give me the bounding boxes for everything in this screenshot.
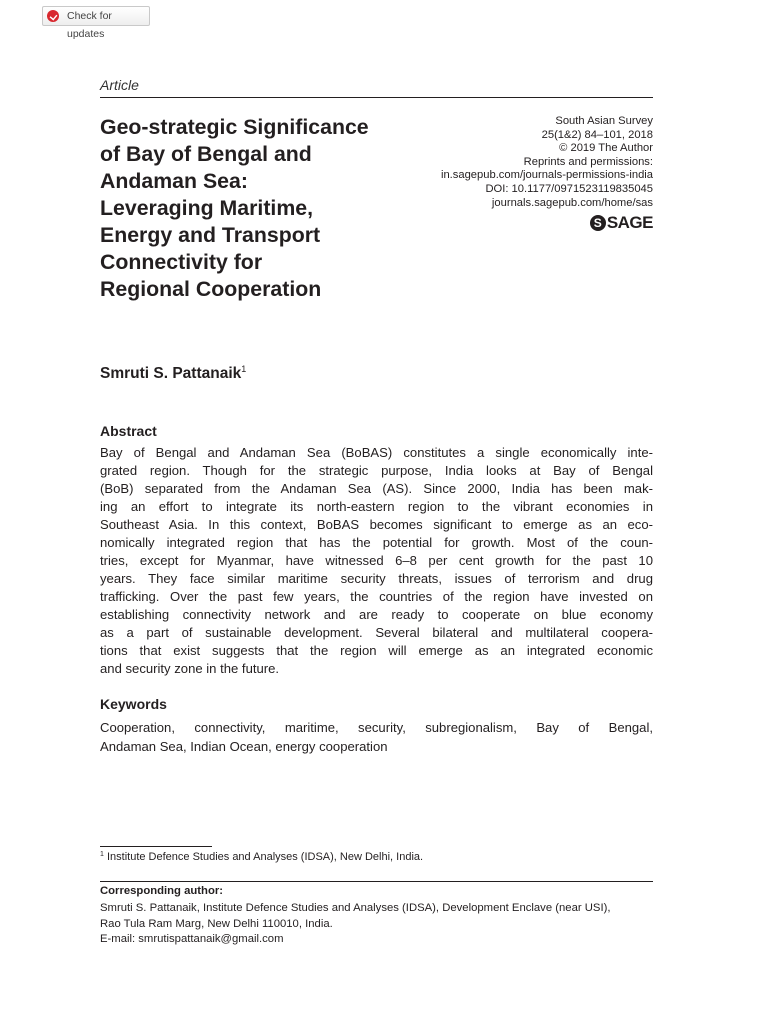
author-affiliation-mark: 1 [241,364,247,374]
corresponding-author-heading: Corresponding author: [100,885,224,897]
title-line: Energy and Transport [100,223,321,247]
journal-info [441,115,653,210]
title-line: Andaman Sea: [100,169,248,193]
author-name-text: Smruti S. Pattanaik [100,365,242,382]
journal-volume: 25(1&2) 84–101, 2018 [541,128,653,141]
check-for-updates-label: Check for updates [67,10,112,40]
author-name [100,364,246,383]
journal-homepage-link[interactable]: journals.sagepub.com/home/sas [491,196,653,209]
abstract-line: ing an effort to integrate its north-eastern region to the vibrant economies in [100,499,653,514]
abstract-line: Southeast Asia. In this context, BoBAS becomes significant to emerge as an eco- [100,517,653,532]
title-line: Geo-strategic Significance [100,115,369,139]
article-title [100,114,430,303]
corresponding-line: Rao Tula Ram Marg, New Delhi 110010, India. [100,917,333,930]
title-line: Connectivity for [100,250,263,274]
keywords-heading: Keywords [100,696,167,712]
footnote-mark: 1 [100,851,104,858]
title-line: of Bay of Bengal and [100,142,312,166]
sage-s-icon: S [590,215,606,231]
corresponding-line: Smruti S. Pattanaik, Institute Defence Studies and Analyses (IDSA), Development Enclave (near USI), [100,902,611,914]
footnote-rule [100,846,212,847]
check-updates-icon [47,10,59,22]
abstract-line: tions that exist suggests that the region will emerge as an integrated economic [100,643,653,658]
abstract-line: as a part of sustainable development. Several bilateral and multilateral coopera- [100,625,653,640]
journal-reprints: Reprints and permissions: [523,155,653,168]
footnote [100,851,423,863]
journal-doi[interactable]: DOI: 10.1177/0971523119835045 [485,182,653,195]
abstract-line: (BoB) separated from the Andaman Sea (AS). Since 2000, India has been mak- [100,481,653,496]
footnote-text: Institute Defence Studies and Analyses (IDSA), New Delhi, India. [106,851,424,863]
journal-name: South Asian Survey [555,115,653,127]
corresponding-author-details [100,901,660,948]
sage-wordmark: SAGE [606,213,653,232]
keywords-line: Andaman Sea, Indian Ocean, energy cooperation [100,739,388,754]
abstract-line: Bay of Bengal and Andaman Sea (BoBAS) constitutes a single economically inte- [100,445,653,460]
abstract-line: and security zone in the future. [100,661,280,676]
abstract-line: years. They face similar maritime security threats, issues of terrorism and drug [100,571,653,586]
title-line: Regional Cooperation [100,277,322,301]
corresponding-rule [100,881,653,882]
title-line: Leveraging Maritime, [100,196,314,220]
check-for-updates-button[interactable] [42,6,150,40]
journal-copyright: © 2019 The Author [559,142,653,155]
abstract-text [100,444,653,678]
abstract-line: establishing connectivity network and are ready to cooperate on blue economy [100,607,653,622]
abstract-line: tries, except for Myanmar, have witnessed 6–8 per cent growth for the past 10 [100,553,653,568]
keywords-line: Cooperation, connectivity, maritime, security, subregionalism, Bay of Bengal, [100,720,653,735]
abstract-line: grated region. Though for the strategic purpose, India looks at Bay of Bengal [100,463,653,478]
corresponding-email[interactable]: E-mail: smrutispattanaik@gmail.com [100,933,284,945]
keywords-text [100,718,653,756]
abstract-heading: Abstract [100,423,157,439]
abstract-line: trafficking. Over the past few years, the countries of the region have invested on [100,589,653,604]
permissions-link[interactable]: in.sagepub.com/journals-permissions-india [440,169,653,182]
sage-logo [590,212,653,234]
article-type-label: Article [100,77,139,93]
abstract-line: nomically integrated region that has the potential for growth. Most of the coun- [100,535,653,550]
header-rule [100,97,653,98]
